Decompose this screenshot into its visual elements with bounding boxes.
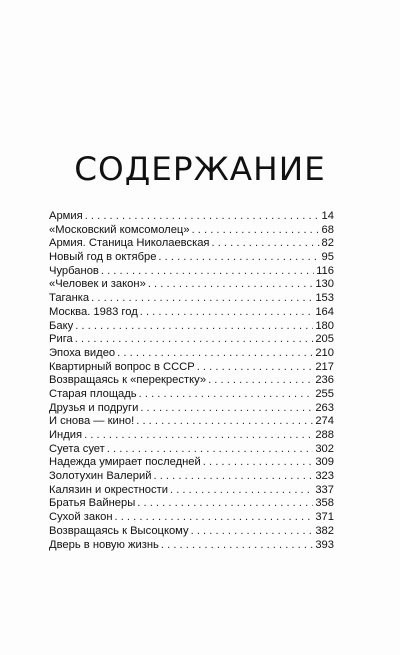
toc-entry <box>49 237 334 251</box>
toc-entry-title: Армия. Станица Николаевская <box>49 237 210 250</box>
dot-leader <box>208 374 313 388</box>
toc-entry-page-number: 180 <box>315 319 334 332</box>
toc-entry <box>49 306 334 320</box>
toc-entry-page-number: 255 <box>315 387 334 400</box>
toc-entry <box>49 539 334 553</box>
toc-entry-page-number: 371 <box>315 511 334 524</box>
toc-entry-page-number: 82 <box>321 237 334 250</box>
toc-entry-page-number: 95 <box>321 251 334 264</box>
dot-leader <box>91 292 313 306</box>
toc-entry-page-number: 210 <box>315 346 334 359</box>
toc-entry-title: Надежда умирает последней <box>49 456 201 469</box>
toc-entry-title: Чурбанов <box>49 264 99 277</box>
dot-leader <box>170 484 313 498</box>
toc-entry-title: Калязин и окрестности <box>49 483 168 496</box>
toc-entry <box>49 320 334 334</box>
toc-entry-title: Баку <box>49 319 74 332</box>
toc-entry-page-number: 236 <box>315 374 334 387</box>
toc-entry <box>49 374 334 388</box>
dot-leader <box>101 265 314 279</box>
dot-leader <box>192 224 320 238</box>
dot-leader <box>75 320 313 334</box>
dot-leader <box>148 278 314 292</box>
toc-entry <box>49 497 334 511</box>
toc-entry-title: Старая площадь <box>49 387 137 400</box>
toc-entry-page-number: 337 <box>315 483 334 496</box>
dot-leader <box>212 237 320 251</box>
toc-entry-title: И снова — кино! <box>49 415 135 428</box>
toc-entry <box>49 361 334 375</box>
dot-leader <box>161 539 313 553</box>
dot-leader <box>75 333 314 347</box>
toc-entry <box>49 470 334 484</box>
toc-entry-title: Дверь в новую жизнь <box>49 538 159 551</box>
toc-entry <box>49 511 334 525</box>
dot-leader <box>197 361 314 375</box>
toc-entry-title: Квартирный вопрос в СССР <box>49 360 195 373</box>
dot-leader <box>140 402 313 416</box>
toc-entry-page-number: 302 <box>315 442 334 455</box>
toc-entry-page-number: 130 <box>315 278 334 291</box>
toc-entry <box>49 456 334 470</box>
toc-entry-page-number: 217 <box>315 360 334 373</box>
toc-entry-page-number: 68 <box>321 223 334 236</box>
toc-entry-page-number: 309 <box>315 456 334 469</box>
toc-entry-title: Золотухин Валерий <box>49 470 152 483</box>
toc-entry <box>49 251 334 265</box>
toc-entry-page-number: 164 <box>315 305 334 318</box>
table-of-contents <box>49 210 334 552</box>
toc-entry-page-number: 358 <box>315 497 334 510</box>
toc-entry-title: «Московский комсомолец» <box>49 223 190 236</box>
toc-entry-title: Сухой закон <box>49 511 113 524</box>
toc-entry <box>49 347 334 361</box>
toc-entry-title: Армия <box>49 210 83 222</box>
toc-entry-title: Возвращаясь к «перекрестку» <box>49 374 207 387</box>
toc-entry-title: Таганка <box>49 292 90 305</box>
toc-entry <box>49 388 334 402</box>
dot-leader <box>154 470 314 484</box>
dot-leader <box>158 251 319 265</box>
dot-leader <box>107 443 314 457</box>
dot-leader <box>191 525 314 539</box>
toc-entry-page-number: 14 <box>321 210 334 222</box>
toc-entry <box>49 333 334 347</box>
toc-entry <box>49 265 334 279</box>
toc-entry-page-number: 288 <box>315 429 334 441</box>
toc-entry-page-number: 323 <box>315 470 334 483</box>
toc-entry <box>49 278 334 292</box>
toc-entry-page-number: 382 <box>315 524 334 537</box>
toc-entry <box>49 429 334 443</box>
dot-leader <box>137 497 313 511</box>
toc-entry-title: Новый год в октябре <box>49 251 157 264</box>
dot-leader <box>117 347 313 361</box>
toc-entry-title: Возвращаясь к Высоцкому <box>49 524 189 537</box>
toc-entry-title: Эпоха видео <box>49 346 116 359</box>
toc-entry-page-number: 205 <box>315 333 334 346</box>
dot-leader <box>115 511 314 525</box>
toc-entry-title: Индия <box>49 429 83 441</box>
toc-entry <box>49 484 334 498</box>
dot-leader <box>139 388 314 402</box>
dot-leader <box>85 210 320 224</box>
toc-entry <box>49 402 334 416</box>
toc-entry-page-number: 263 <box>315 401 334 414</box>
toc-entry-title: Братья Вайнеры <box>49 497 136 510</box>
dot-leader <box>140 306 314 320</box>
toc-entry-page-number: 393 <box>315 538 334 551</box>
toc-entry <box>49 292 334 306</box>
toc-entry-title: «Человек и закон» <box>49 278 146 291</box>
dot-leader <box>203 456 314 470</box>
toc-entry-page-number: 153 <box>315 292 334 305</box>
toc-entry-page-number: 274 <box>315 415 334 428</box>
dot-leader <box>136 415 313 429</box>
toc-entry-page-number: 116 <box>316 264 334 277</box>
toc-entry-title: Рига <box>49 333 73 346</box>
dot-leader <box>84 429 313 443</box>
toc-entry <box>49 443 334 457</box>
toc-entry <box>49 210 334 224</box>
toc-entry <box>49 224 334 238</box>
toc-entry <box>49 415 334 429</box>
page-title: СОДЕРЖАНИЕ <box>74 150 326 188</box>
toc-entry <box>49 525 334 539</box>
toc-entry-title: Москва. 1983 год <box>49 305 138 318</box>
toc-entry-title: Друзья и подруги <box>49 401 139 414</box>
toc-entry-title: Суета сует <box>49 442 105 455</box>
